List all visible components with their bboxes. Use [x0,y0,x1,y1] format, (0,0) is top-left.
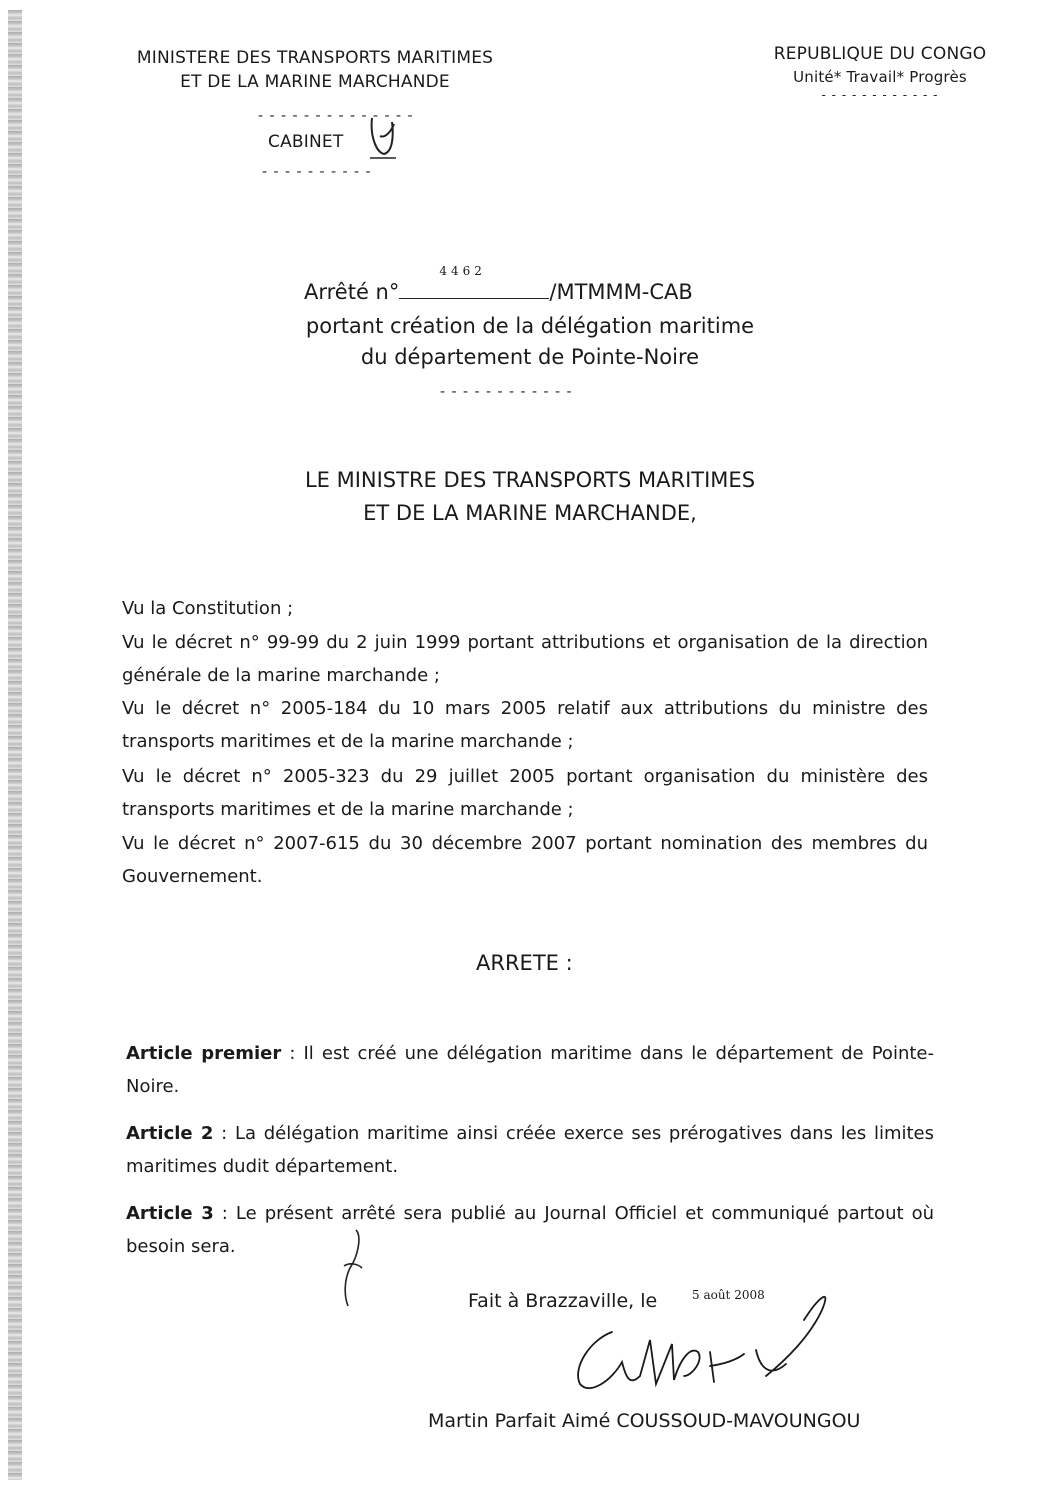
arrete-subject-line-1: portant création de la délégation maritime [305,314,755,338]
ministry-line-2: ET DE LA MARINE MARCHANDE [180,72,450,92]
ministry-header [95,48,535,92]
article-label: Article premier [126,1043,282,1064]
arrete-suffix: /MTMMM-CAB [549,280,693,304]
article-label: Article 3 [126,1203,214,1224]
consideration-5: Vu le décret n° 2007-615 du 30 décembre 2007 portant nomination des membres du Gouvernement. [122,833,928,887]
signatory-name: Martin Parfait Aimé COUSSOUD-MAVOUNGOU [428,1410,861,1432]
ministry-line-1: MINISTERE DES TRANSPORTS MARITIMES [136,48,494,68]
country-name: REPUBLIQUE DU CONGO [773,44,987,64]
article-2 [126,1117,934,1183]
consideration-3: Vu le décret n° 2005-184 du 10 mars 2005 relatif aux attributions du ministre des transports maritimes et de la marine marchande ; [122,698,928,752]
consideration-1: Vu la Constitution ; [122,598,294,619]
article-3 [126,1197,934,1263]
minister-line-2: ET DE LA MARINE MARCHANDE, [363,501,697,525]
closing-date: 5 août 2008 [692,1288,765,1302]
article-premier [126,1037,934,1103]
article-label: Article 2 [126,1123,214,1144]
consideration-4: Vu le décret n° 2005-323 du 29 juillet 2005 portant organisation du ministère des transports maritimes et de la marine marchande ; [122,766,928,820]
cabinet-initial-mark [366,108,400,164]
arrete-number: 4462 [439,264,486,278]
scan-edge-shadow [8,10,22,1480]
arrete-prefix: Arrêté n° [304,280,400,304]
arrete-subject-line-2: du département de Pointe-Noire [360,345,700,369]
country-motto: Unité* Travail* Progrès [793,68,967,86]
arrete-number-line [304,264,693,304]
handwritten-signature [560,1280,850,1410]
minister-line-1: LE MINISTRE DES TRANSPORTS MARITIMES [304,468,756,492]
article-text: : La délégation maritime ainsi créée exerce ses prérogatives dans les limites maritimes dudit département. [126,1123,934,1177]
closing-place: Fait à Brazzaville, le [468,1290,658,1312]
separator-dashes: - - - - - - - - - - - - [440,384,573,400]
paraph-mark [336,1226,364,1310]
separator-dashes: - - - - - - - - - - - - [821,88,939,102]
separator-dashes: - - - - - - - - - - - - - - [258,108,414,124]
separator-dashes: - - - - - - - - - - [262,164,372,180]
consideration-2: Vu le décret n° 99-99 du 2 juin 1999 portant attributions et organisation de la direction générale de la marine marchande ; [122,632,928,686]
cabinet-label: CABINET [268,132,344,152]
arrete-number-blank [399,264,549,299]
article-text: : Le présent arrêté sera publié au Journal Officiel et communiqué partout où besoin sera. [126,1203,934,1257]
article-text: : Il est créé une délégation maritime dans le département de Pointe-Noire. [126,1043,934,1097]
decision-heading: ARRETE : [476,951,573,975]
country-header [750,44,1010,102]
